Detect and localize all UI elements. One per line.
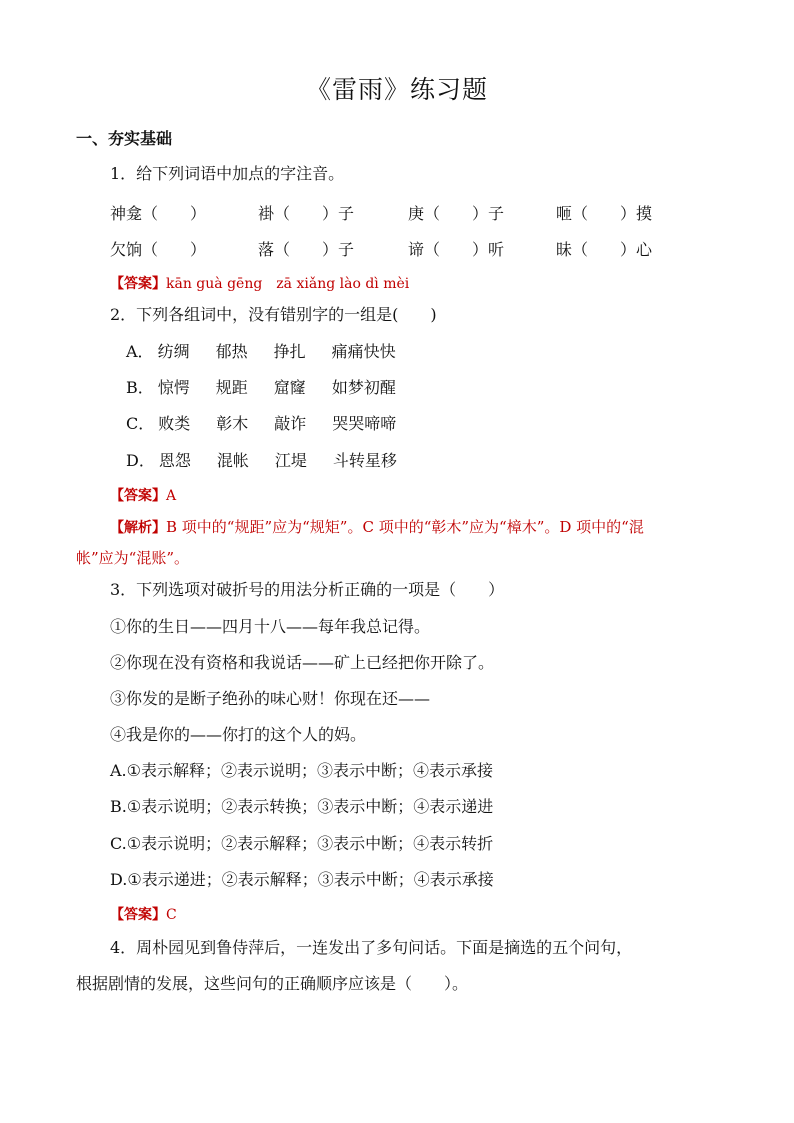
q3-option-c: C.①表示说明；②表示解释；③表示中断；④表示转折 bbox=[110, 834, 494, 853]
option-word: 如梦初醒 bbox=[331, 378, 396, 397]
option-label: A． bbox=[126, 342, 154, 361]
option-word: 痛痛快快 bbox=[331, 342, 396, 361]
q3-option-a: A.①表示解释；②表示说明；③表示中断；④表示承接 bbox=[110, 761, 493, 780]
q1-item: 庚（ ）子 bbox=[408, 204, 505, 223]
option-word: 彰木 bbox=[216, 414, 249, 433]
option-word: 恩怨 bbox=[158, 451, 191, 470]
option-word: 江堤 bbox=[274, 451, 307, 470]
answer-label: 【答案】 bbox=[110, 488, 166, 504]
answer-line bbox=[110, 273, 409, 293]
q1-item: 欠饷（ ） bbox=[110, 240, 207, 259]
option-word: 惊愕 bbox=[157, 378, 190, 397]
option-word: 哭哭啼啼 bbox=[332, 414, 397, 433]
analysis-line-continued: 帐”应为“混账”。 bbox=[76, 549, 190, 567]
option-word: 纺绸 bbox=[157, 342, 190, 361]
answer-label: 【答案】 bbox=[110, 907, 166, 923]
option-label: C． bbox=[126, 414, 155, 433]
q1-item: 落（ ）子 bbox=[258, 240, 355, 259]
option-label: B． bbox=[126, 378, 154, 397]
section-heading: 一、夯实基础 bbox=[76, 129, 173, 148]
option-word: 混帐 bbox=[216, 451, 249, 470]
option-word: 挣扎 bbox=[273, 342, 306, 361]
q1-item: 神龛（ ） bbox=[110, 204, 207, 223]
q3-option-b: B.①表示说明；②表示转换；③表示中断；④表示递进 bbox=[110, 797, 494, 816]
question-4-stem-continued: 根据剧情的发展，这些问句的正确顺序应该是（ ）。 bbox=[76, 974, 469, 993]
q3-sentence: ③你发的是断子绝孙的味心财！你现在还—— bbox=[110, 689, 431, 708]
page-title: 《雷雨》练习题 bbox=[305, 75, 488, 104]
answer-label: 【答案】 bbox=[110, 276, 166, 292]
q1-item: 昧（ ）心 bbox=[556, 240, 653, 259]
q1-item: 谛（ ）听 bbox=[408, 240, 505, 259]
question-3-stem: 3．下列选项对破折号的用法分析正确的一项是（ ） bbox=[110, 580, 505, 599]
q2-option-c bbox=[126, 414, 422, 434]
answer-line bbox=[110, 904, 177, 924]
q1-item: 咂（ ）摸 bbox=[556, 204, 653, 223]
question-4-stem: 4．周朴园见到鲁侍萍后，一连发出了多句问话。下面是摘选的五个问句， bbox=[110, 938, 633, 957]
answer-text: A bbox=[166, 488, 177, 504]
q3-sentence: ①你的生日——四月十八——每年我总记得。 bbox=[110, 617, 431, 636]
analysis-label: 【解析】 bbox=[110, 520, 166, 536]
option-label: D． bbox=[126, 451, 155, 470]
q3-option-d: D.①表示递进；②表示解释；③表示中断；④表示承接 bbox=[110, 870, 494, 889]
answer-text: C bbox=[166, 907, 177, 923]
option-word: 规距 bbox=[215, 378, 248, 397]
q2-option-d bbox=[126, 451, 423, 471]
q2-option-b bbox=[126, 378, 422, 398]
analysis-text: B 项中的“规距”应为“规矩”。C 项中的“彰木”应为“樟木”。D 项中的“混 bbox=[166, 518, 644, 536]
option-word: 窟窿 bbox=[273, 378, 306, 397]
option-word: 败类 bbox=[158, 414, 191, 433]
q1-item: 褂（ ）子 bbox=[258, 204, 355, 223]
q2-option-a bbox=[126, 342, 422, 362]
answer-text: kān guà gēng zā xiǎng lào dì mèi bbox=[166, 276, 410, 292]
option-word: 敲诈 bbox=[274, 414, 307, 433]
q3-sentence: ②你现在没有资格和我说话——矿上已经把你开除了。 bbox=[110, 653, 495, 672]
question-1-stem: 1．给下列词语中加点的字注音。 bbox=[110, 164, 345, 183]
analysis-line bbox=[110, 516, 644, 537]
q3-sentence: ④我是你的——你打的这个人的妈。 bbox=[110, 725, 367, 744]
option-word: 斗转星移 bbox=[332, 451, 397, 470]
question-2-stem: 2．下列各组词中，没有错别字的一组是( ) bbox=[110, 305, 437, 324]
answer-line bbox=[110, 485, 176, 505]
option-word: 郁热 bbox=[215, 342, 248, 361]
